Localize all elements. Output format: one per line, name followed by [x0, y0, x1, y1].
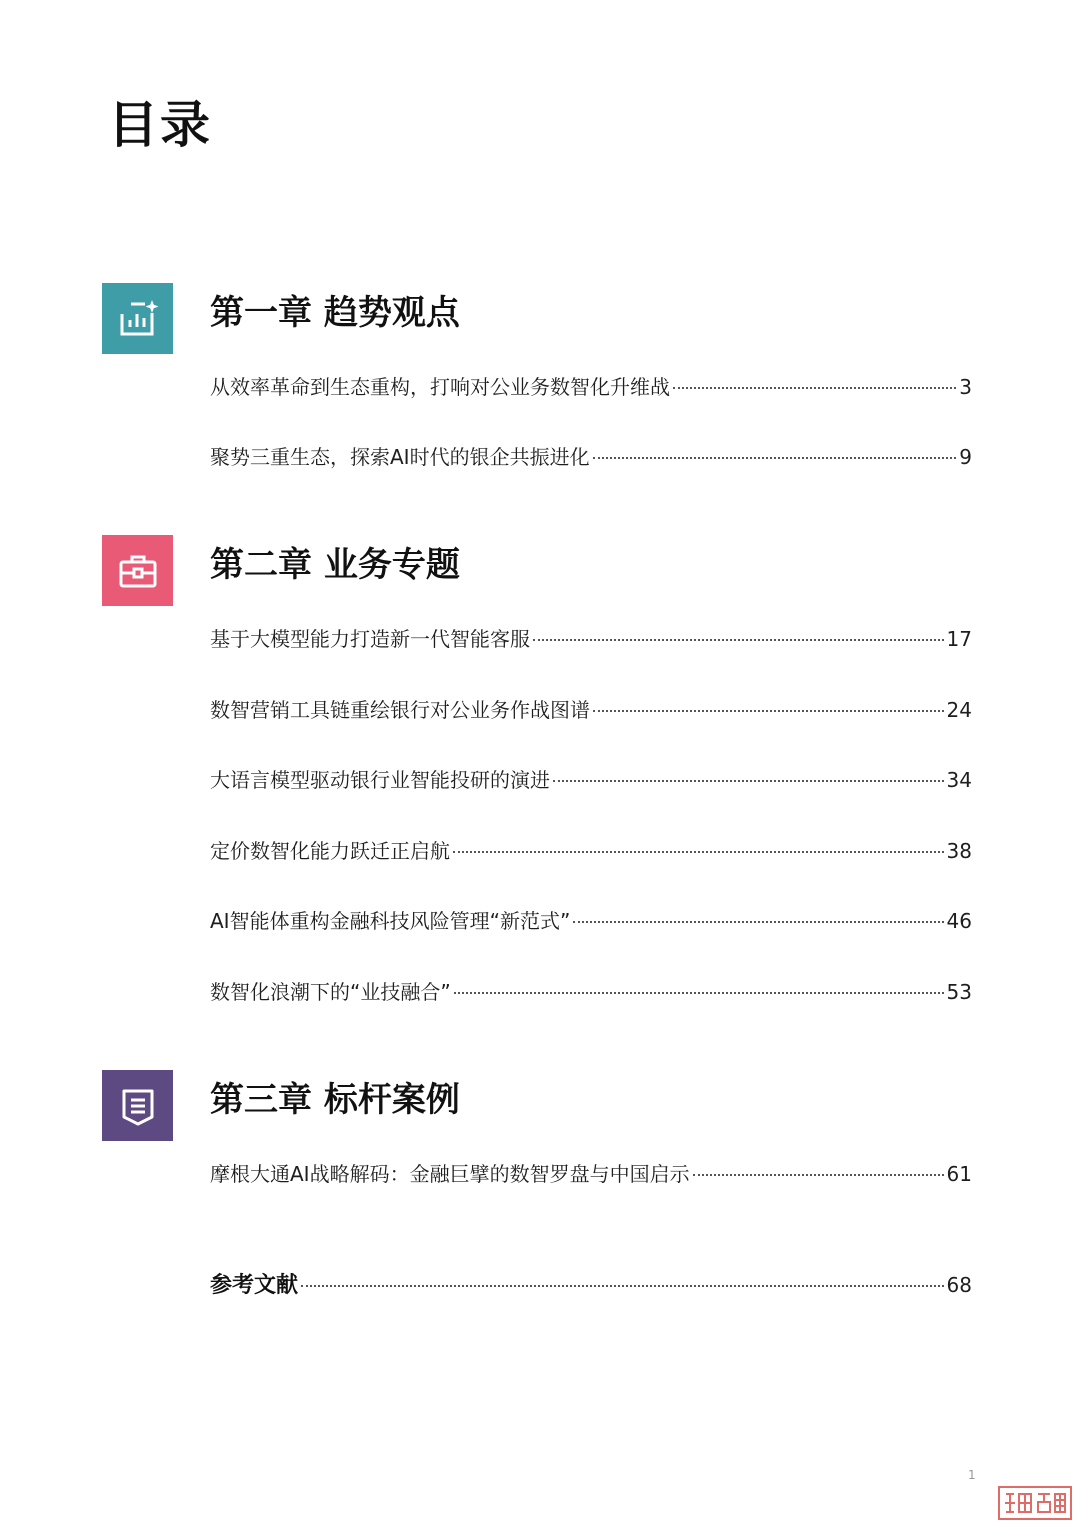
chapter-2-title: 第二章 业务专题: [210, 545, 460, 585]
toc-entry-label: 数智营销工具链重绘银行对公业务作战图谱: [210, 698, 590, 722]
toc-entry-label: 聚势三重生态，探索AI时代的银企共振进化: [210, 445, 590, 469]
toc-entry-page: 24: [946, 698, 972, 722]
toc-entry-page: 3: [959, 375, 972, 399]
chapter-3-title: 第三章 标杆案例: [210, 1080, 460, 1120]
toc-entry-label: 数智化浪潮下的“业技融合”: [210, 980, 451, 1004]
toc-entry[interactable]: [210, 977, 972, 1007]
dot-leader: [533, 639, 944, 641]
dot-leader: [573, 921, 943, 923]
toc-entry-page: 53: [946, 980, 972, 1004]
toc-entry-page: 9: [959, 445, 972, 469]
page-title: 目录: [108, 95, 212, 154]
toc-entry-page: 34: [946, 768, 972, 792]
watermark-seal: [998, 1486, 1072, 1520]
toc-entry-page: 61: [946, 1162, 972, 1186]
briefcase-icon: [115, 548, 161, 594]
toc-entry-label: 从效率革命到生态重构，打响对公业务数智化升维战: [210, 375, 670, 399]
dot-leader: [301, 1285, 944, 1287]
toc-entry[interactable]: [210, 695, 972, 725]
toc-entry-label: AI智能体重构金融科技风险管理“新范式”: [210, 909, 571, 933]
toc-entry[interactable]: [210, 624, 972, 654]
toc-entry[interactable]: [210, 442, 972, 472]
toc-entry-label: 摩根大通AI战略解码：金融巨擘的数智罗盘与中国启示: [210, 1162, 690, 1186]
dot-leader: [553, 780, 944, 782]
chapter-1-title: 第一章 趋势观点: [210, 293, 460, 333]
toc-entry-label: 定价数智化能力跃迁正启航: [210, 839, 450, 863]
toc-entry[interactable]: [210, 765, 972, 795]
toc-entry[interactable]: [210, 836, 972, 866]
dot-leader: [593, 457, 957, 459]
toc-entry-label: 大语言模型驱动银行业智能投研的演进: [210, 768, 550, 792]
chapter-2-icon: [102, 535, 173, 606]
toc-entry-page: 38: [946, 839, 972, 863]
references-page: 68: [946, 1273, 972, 1297]
seal-icon: [1002, 1490, 1068, 1516]
document-badge-icon: [115, 1083, 161, 1129]
dot-leader: [453, 851, 944, 853]
chapter-3-icon: [102, 1070, 173, 1141]
chart-sparkle-icon: [115, 296, 161, 342]
dot-leader: [693, 1174, 944, 1176]
toc-entry[interactable]: [210, 1159, 972, 1189]
references-label: 参考文献: [210, 1272, 299, 1298]
toc-entry-page: 17: [946, 627, 972, 651]
references-entry[interactable]: [210, 1270, 972, 1300]
toc-entry[interactable]: [210, 372, 972, 402]
toc-entry-page: 46: [946, 909, 972, 933]
toc-entry-label: 基于大模型能力打造新一代智能客服: [210, 627, 530, 651]
dot-leader: [673, 387, 956, 389]
chapter-1-icon: [102, 283, 173, 354]
page-number: 1: [968, 1468, 976, 1482]
toc-entry[interactable]: [210, 906, 972, 936]
dot-leader: [454, 992, 944, 994]
dot-leader: [593, 710, 944, 712]
